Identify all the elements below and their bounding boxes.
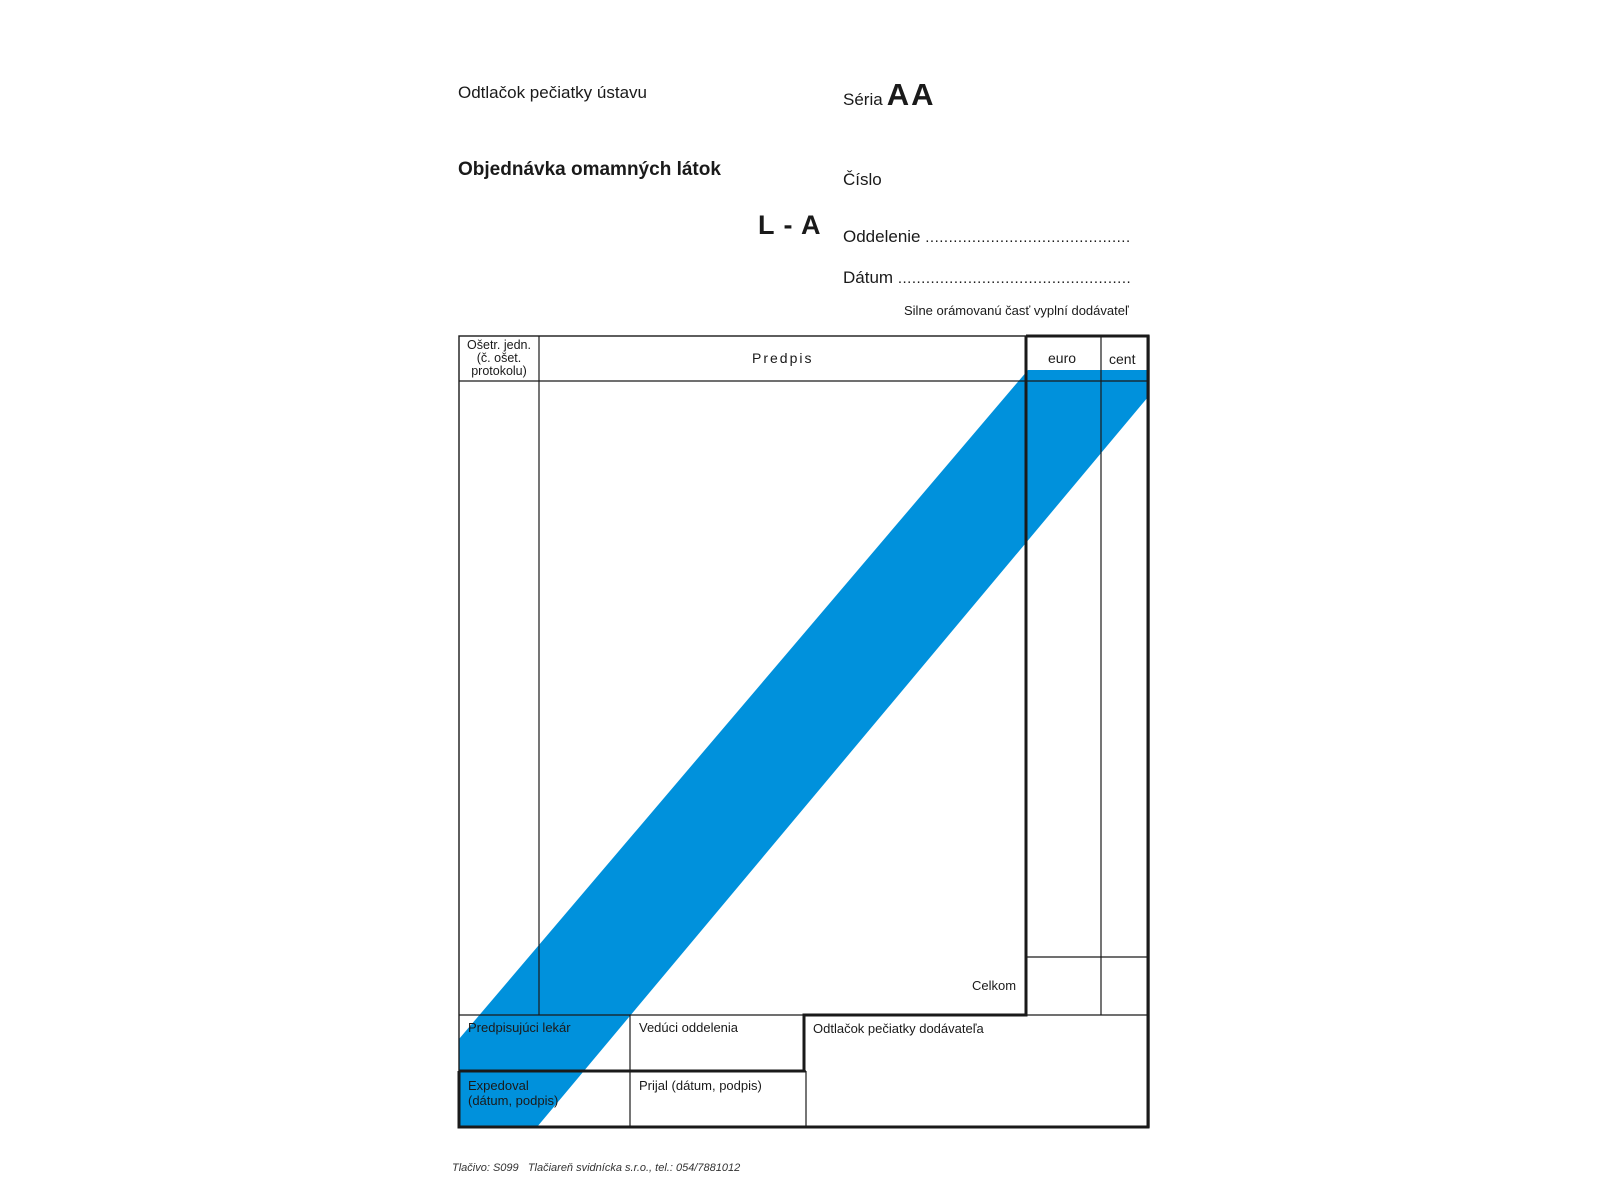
prescription-column-header: Predpis — [752, 350, 814, 366]
supplier-note: Silne orámovanú časť vyplní dodávateľ — [904, 303, 1129, 318]
form-title: Objednávka omamných látok — [458, 159, 721, 180]
number-label: Číslo — [843, 170, 882, 189]
printer-info: Tlačivo: S099 Tlačiareň svidnícka s.r.o., tel.: 054/7881012 — [452, 1162, 741, 1174]
total-label: Celkom — [972, 978, 1017, 993]
euro-column-header: euro — [1048, 350, 1077, 366]
department-label: Oddelenie — [843, 227, 921, 246]
dispatched-by-label: Expedoval (dátum, podpis) — [468, 1078, 559, 1108]
department-dots: ............................................ — [925, 229, 1131, 246]
series-code: AA — [886, 77, 936, 112]
date-dots: .................................................. — [897, 270, 1132, 287]
form-code: L - A — [758, 210, 822, 240]
institution-stamp-label: Odtlačok pečiatky ústavu — [458, 83, 647, 102]
supplier-stamp-label: Odtlačok pečiatky dodávateľa — [813, 1021, 984, 1036]
unit-column-header: Ošetr. jedn. (č. ošet. protokolu) — [467, 338, 531, 378]
date-label: Dátum — [843, 268, 894, 287]
series-label: Séria — [843, 90, 883, 109]
diagonal-stripe — [459, 370, 1148, 1127]
cent-column-header: cent — [1109, 351, 1136, 367]
head-of-department-label: Vedúci oddelenia — [639, 1020, 739, 1035]
received-by-label: Prijal (dátum, podpis) — [639, 1078, 762, 1093]
prescribing-doctor-label: Predpisujúci lekár — [468, 1020, 571, 1035]
